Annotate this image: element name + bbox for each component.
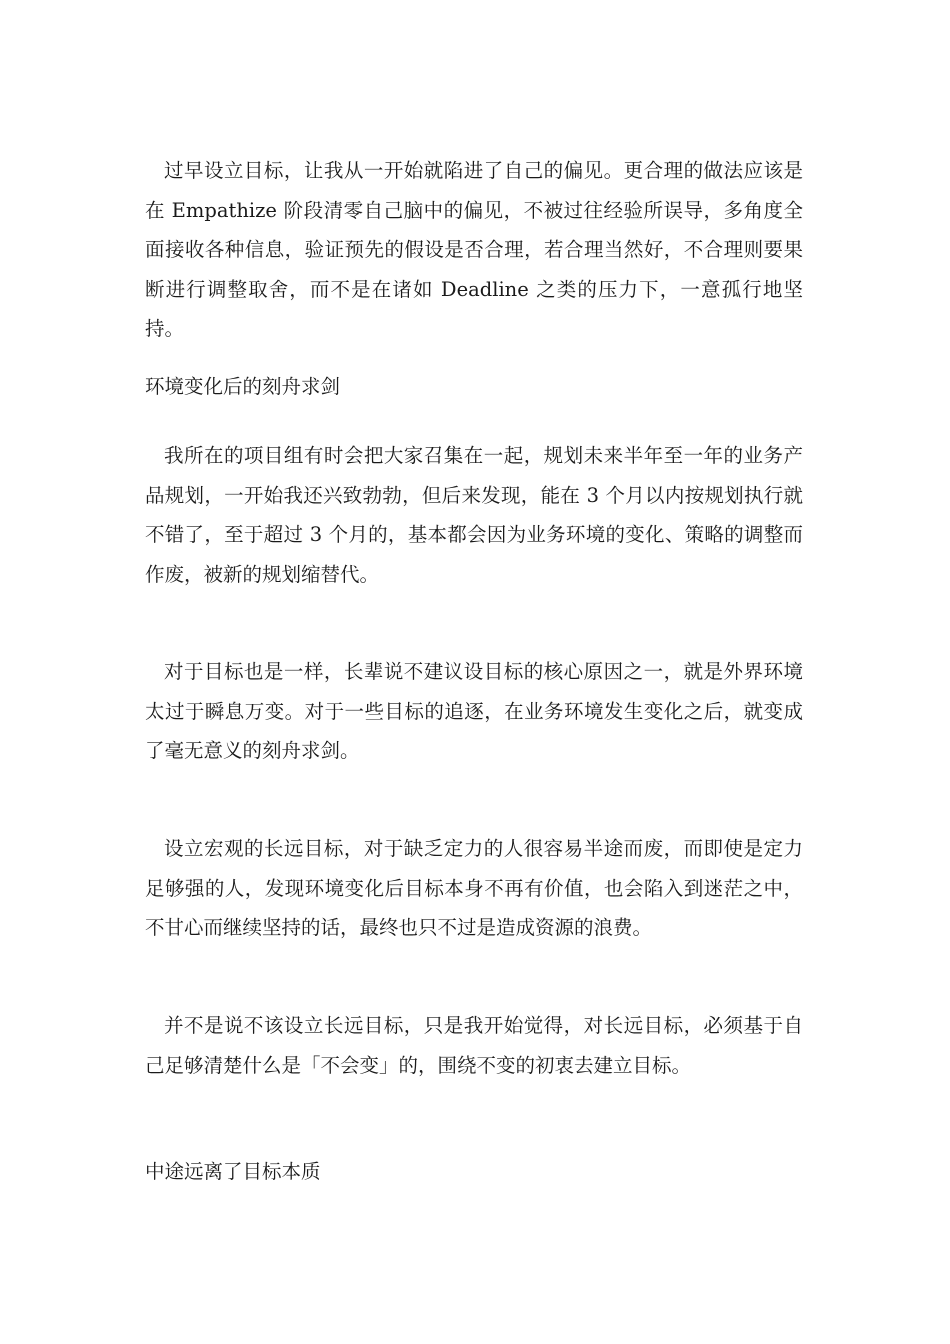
section-heading-drifting-from-essence: 中途远离了目标本质 — [145, 1160, 321, 1183]
paragraph-unchanging-intent: 并不是说不该设立长远目标，只是我开始觉得，对长远目标，必须基于自己足够清楚什么是「不会变」的，围绕不变的初衷去建立目标。 — [145, 1014, 803, 1077]
paragraph-premature-goals: 过早设立目标，让我从一开始就陷进了自己的偏见。更合理的做法应该是在 Empathize 阶段清零自己脑中的偏见，不被过往经验所误导，多角度全面接收各种信息，验证预先的假设是否合理，若合理当然好，不合理则要果断进行调整取舍，而不是在诸如 Deadline 之类的压力下，一意孤行地坚持。 — [145, 159, 803, 340]
paragraph-long-term-goals: 设立宏观的长远目标，对于缺乏定力的人很容易半途而废，而即使是定力足够强的人，发现环境变化后目标本身不再有价值，也会陷入到迷茫之中，不甘心而继续坚持的话，最终也只不过是造成资源的浪费。 — [145, 837, 803, 939]
paragraph-goals-and-change: 对于目标也是一样，长辈说不建议设目标的核心原因之一，就是外界环境太过于瞬息万变。对于一些目标的追逐，在业务环境发生变化之后，就变成了毫无意义的刻舟求剑。 — [145, 660, 803, 762]
paragraph-project-planning: 我所在的项目组有时会把大家召集在一起，规划未来半年至一年的业务产品规划，一开始我还兴致勃勃，但后来发现，能在 3 个月以内按规划执行就不错了，至于超过 3 个月的，基本都会因为业务环境的变化、策略的调整而作废，被新的规划缩替代。 — [145, 444, 803, 586]
section-heading-environment-change: 环境变化后的刻舟求剑 — [145, 375, 341, 398]
